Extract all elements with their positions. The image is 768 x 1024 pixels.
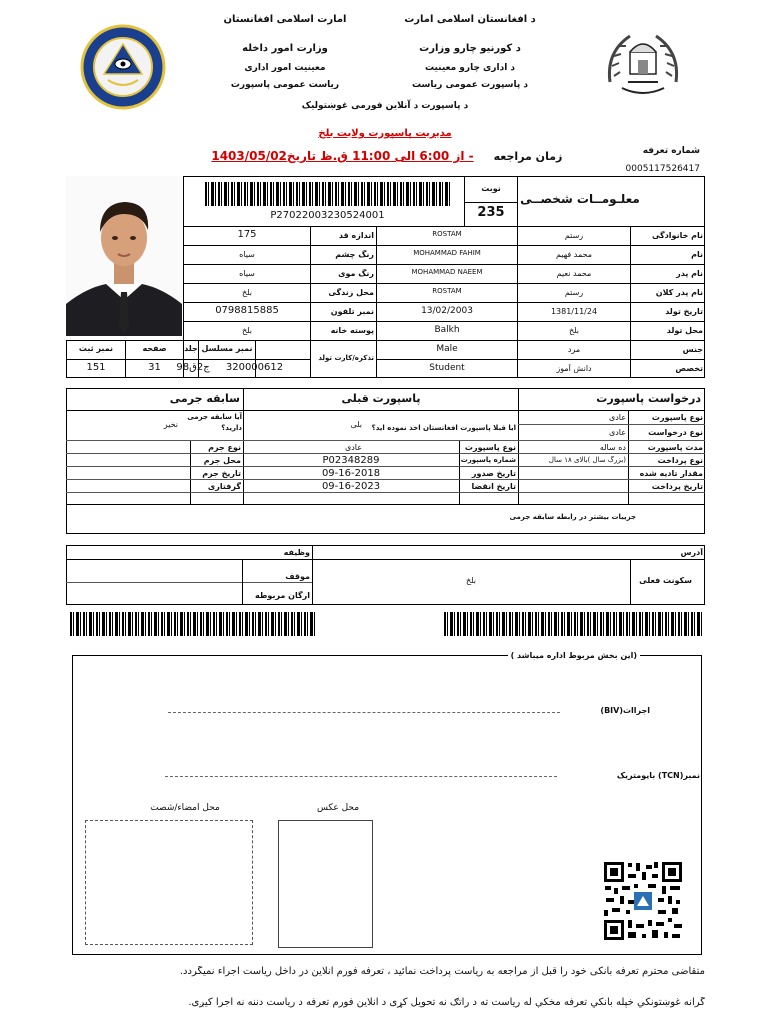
label-grandfather: نام پدر کلان — [655, 288, 703, 297]
pob-en: Balkh — [434, 325, 460, 335]
label-passport-type: نوع پاسپورت — [651, 413, 703, 422]
label-criminal-details: جزییات بیشتر در رابطه سابقه جرمی — [509, 513, 636, 521]
label-paid-amount: مقدار تادیه شده — [639, 469, 703, 478]
queue-label: نوبت — [481, 184, 501, 193]
surname-fa: رستم — [564, 231, 584, 240]
emirate-emblem-icon — [600, 22, 686, 108]
label-signature-place: محل امضاء/شصت — [150, 803, 220, 813]
label-tazkira: تذکره/کارت تولد — [318, 354, 374, 362]
label-position: موقف — [285, 572, 310, 581]
reg-value: 151 — [86, 362, 106, 373]
photo-placeholder — [278, 820, 373, 948]
label-phone: نمبر تلفون — [330, 307, 374, 316]
dob-fa: 1381/11/24 — [550, 307, 598, 316]
label-occupation: تخصص — [675, 364, 703, 373]
tariff-label: شماره تعرفه — [642, 146, 700, 156]
form-title: د پاسپورت د آنلاین فورمی غوښتولیک — [301, 101, 469, 111]
label-eye: رنگ چشم — [335, 250, 374, 259]
label-hair: رنگ موی — [338, 269, 374, 278]
job-title: وظیفه — [283, 548, 310, 557]
header-left-dept: معینیت امور اداری — [244, 63, 326, 73]
header-right-presidency: د پاسپورت عمومی ریاست — [412, 80, 528, 90]
name-en: MOHAMMAD FAHIM — [413, 249, 481, 257]
tariff-number: 0005117526417 — [625, 164, 700, 174]
label-reg: نمبر ثبت — [78, 344, 114, 353]
grandfather-fa: رستم — [564, 288, 584, 297]
biv-dotted-line — [168, 712, 560, 713]
queue-number: 235 — [477, 205, 505, 220]
qr-code-icon — [602, 860, 684, 942]
occupation-fa: دانش آموز — [556, 364, 592, 373]
tcn-dotted-line — [165, 776, 557, 777]
label-payment-date: تاریخ پرداخت — [651, 482, 703, 491]
prev-issue-value: 09-16-2018 — [321, 468, 381, 479]
previous-title: پاسپورت قبلی — [341, 392, 421, 405]
header-right-ministry: د کورنیو چارو وزارت — [419, 43, 521, 54]
father-fa: محمد نعیم — [556, 269, 592, 278]
label-biv: اجراات(BIV) — [600, 706, 650, 715]
dob-en: 13/02/2003 — [421, 306, 473, 316]
label-request-type: نوع درخواست — [648, 428, 703, 437]
label-dob: تاریخ تولد — [665, 307, 703, 316]
label-volume: جلد — [184, 344, 198, 353]
duration-value: ده ساله — [599, 443, 626, 452]
label-photo-place: محل عکس — [316, 803, 360, 813]
right-barcode — [444, 612, 704, 636]
header-left-ministry: وزارت امور داخله — [242, 43, 328, 54]
label-payment-type: نوع پرداخت — [657, 456, 703, 465]
label-crime-type: نوع جرم — [208, 443, 241, 452]
phone-value: 0798815885 — [215, 305, 279, 316]
gender-en: Male — [436, 344, 458, 354]
address-title: آدرس — [680, 548, 703, 557]
personal-barcode-text: P27022003230524001 — [270, 210, 385, 221]
label-arrest: گرفتاری — [207, 482, 241, 491]
label-father: نام پدر — [676, 269, 703, 278]
label-crime-place: محل جرم — [203, 456, 241, 465]
label-gender: جنس — [682, 345, 703, 354]
previous-question: آیا قبلا پاسپورت افغانستان اخذ نموده اید؟ — [371, 424, 516, 432]
request-title: درخواست پاسپورت — [596, 392, 701, 405]
page-value: 31 — [148, 362, 161, 373]
label-prev-expiry: تاریخ انقضا — [471, 482, 516, 491]
label-tcn: نمبر(TCN) بایومتریک — [616, 771, 700, 780]
label-prev-issue: تاریخ صدور — [471, 469, 516, 478]
left-barcode — [70, 612, 315, 636]
header-left-presidency: ریاست عمومی پاسپورت — [230, 80, 340, 90]
applicant-photo — [66, 176, 182, 336]
current-residence-value: بلخ — [465, 576, 477, 585]
criminal-question: آیا سابقه جرمی دارید؟ — [187, 413, 242, 432]
grandfather-en: ROSTAM — [432, 287, 462, 295]
label-prev-number: شماره پاسپورت — [460, 456, 516, 464]
label-residence: محل زندگی — [328, 288, 374, 297]
label-org: ارگان مربوطه — [255, 591, 310, 600]
height-value: 175 — [237, 229, 257, 240]
serial-value: 320000612 — [225, 362, 284, 373]
pob-fa: بلخ — [568, 326, 580, 335]
name-fa: محمد فهیم — [555, 250, 593, 259]
hair-value: سیاه — [239, 269, 255, 278]
surname-en: ROSTAM — [432, 230, 462, 238]
criminal-answer: نخیر — [163, 420, 178, 429]
appointment-value: - از 6:00 الی 11:00 ق.ظ تاریخ1403/05/02 — [211, 149, 474, 163]
passport-type-value: عادی — [608, 413, 626, 422]
payment-type-value: (بزرگ سال )بالای ۱۸ سال — [548, 456, 626, 464]
eye-value: سیاه — [239, 250, 255, 259]
footer-line-2: گرانه غوښتونکي خپله بانکي تعرفه مخکې له ریاست ته د راتګ نه تحویل کړی د انلاین فورم تعرفه د ریاست دننه نه اجرا کیږی. — [188, 997, 705, 1008]
header-right-title: د افغانستان اسلامی امارت — [404, 14, 536, 25]
previous-answer: بلی — [350, 420, 362, 429]
label-crime-date: تاریخ جرم — [202, 469, 241, 478]
father-en: MOHAMMAD NAEEM — [411, 268, 483, 276]
personal-section-title: معلـومــات شخصــی — [520, 192, 640, 206]
signature-placeholder — [85, 820, 253, 945]
label-serial: نمبر مسلسل — [201, 344, 253, 353]
volume-value: 98ج2ق — [176, 362, 210, 373]
occupation-en: Student — [429, 363, 465, 373]
prev-type-value: عادی — [344, 443, 362, 452]
criminal-title: سابقه جرمی — [169, 392, 240, 405]
label-duration: مدت پاسپورت — [647, 443, 703, 452]
label-current-residence: سکونت فعلی — [639, 576, 692, 585]
prev-expiry-value: 09-16-2023 — [321, 481, 381, 492]
label-height: اندازه قد — [338, 231, 374, 240]
gender-fa: مرد — [567, 345, 581, 354]
residence-value: بلخ — [241, 288, 253, 297]
label-page: صفحه — [142, 344, 167, 353]
label-postal: پوسته خانه — [330, 326, 374, 335]
ministry-logo-icon — [80, 24, 166, 110]
appointment-label: زمان مراجعه — [493, 150, 563, 163]
label-pob: محل تولد — [666, 326, 703, 335]
office-section-title: (این بخش مربوط اداره میباشد ) — [508, 651, 640, 660]
label-name: نام — [691, 250, 703, 259]
personal-barcode — [205, 182, 450, 206]
prev-number-value: P02348289 — [322, 455, 380, 466]
footer-line-1: متقاضی محترم تعرفه بانکی خود را قبل از مراجعه به ریاست پرداخت نمائید ، تعرفه فورم آنلاین در داخل ریاست اجراء نمیگردد. — [179, 966, 705, 977]
header-left-title: امارت اسلامی افغانستان — [223, 14, 347, 25]
request-type-value: عادی — [608, 428, 626, 437]
header-right-dept: د اداری چارو معینیت — [424, 63, 516, 73]
postal-value: بلخ — [241, 326, 253, 335]
label-surname: نام خانوادگی — [651, 231, 703, 240]
label-prev-type: نوع پاسپورت — [464, 443, 516, 452]
office-name: مدیریت پاسپورت ولایت بلخ — [318, 128, 452, 139]
